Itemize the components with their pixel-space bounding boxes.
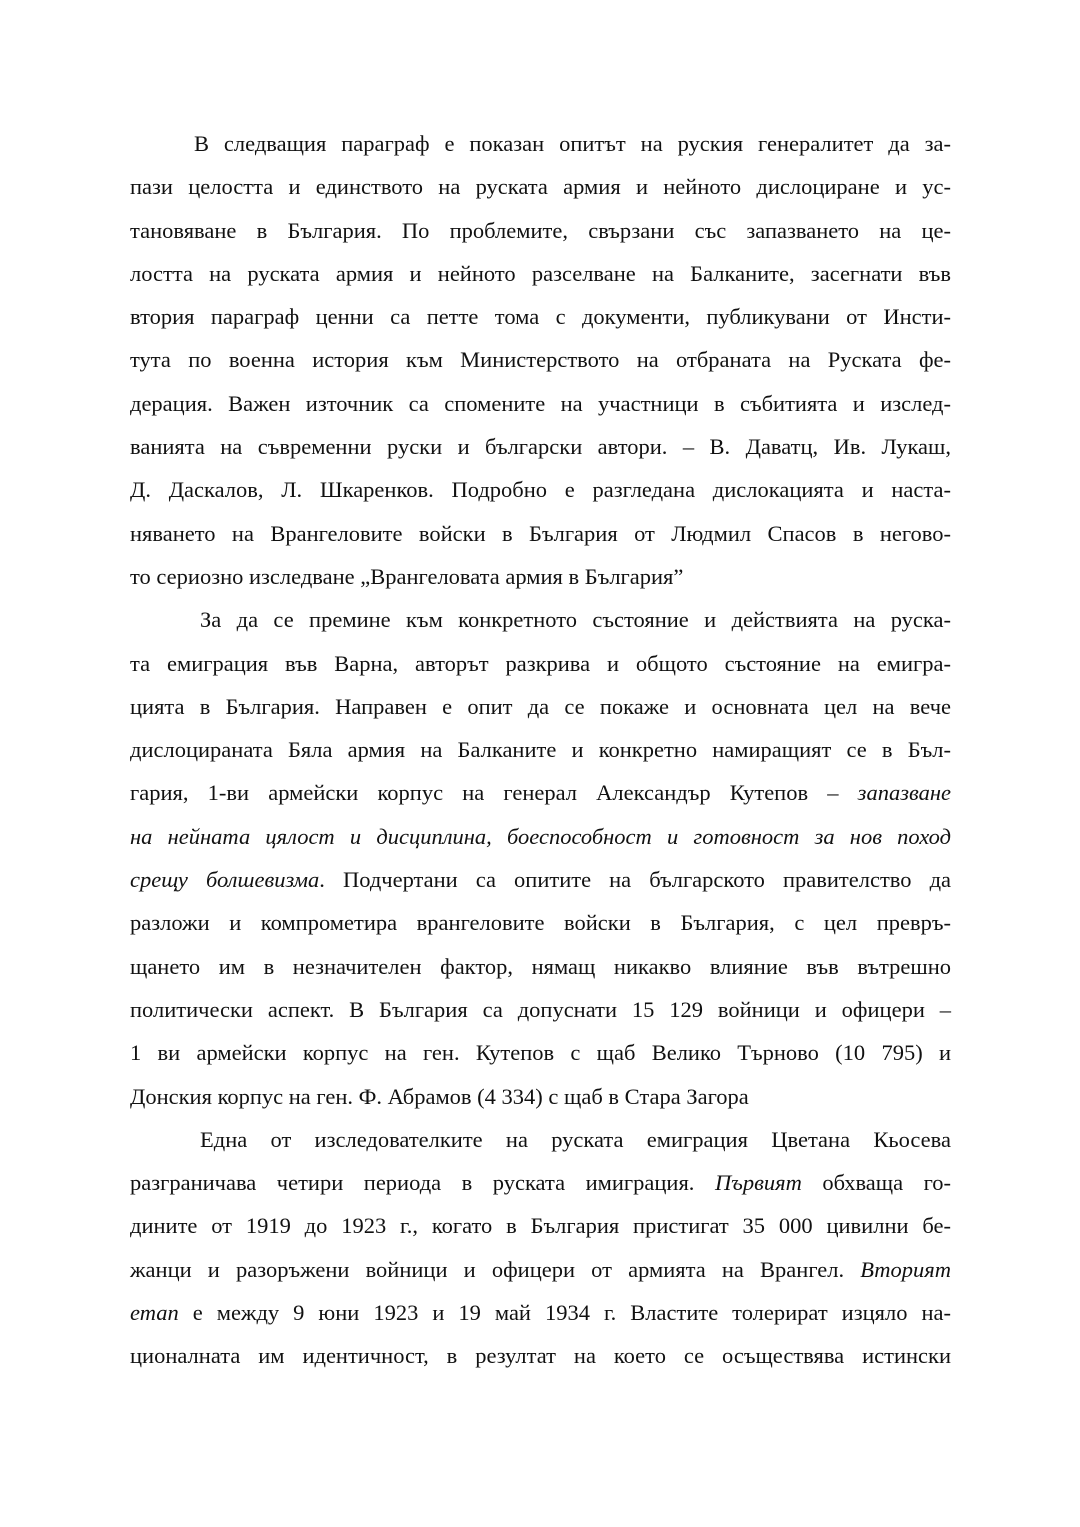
- paragraph-2-line-10: политически аспект. В България са допуснати 15 129 войници и офицери –: [130, 996, 951, 1022]
- paragraph-1-line-8: ванията на съвременни руски и български автори. – В. Даватц, Ив. Лукаш,: [130, 434, 951, 460]
- paragraph-3-italic-1: Първият: [714, 1170, 802, 1196]
- paragraph-3-line-1: Една от изследователките на руската емиграция Цветана Кьосева: [200, 1126, 951, 1152]
- paragraph-3-line-4: [130, 1248, 951, 1291]
- paragraph-2-line-1: За да се премине към конкретното състояние и действията на руска-: [200, 607, 951, 633]
- paragraph-3-line-5: [130, 1291, 951, 1334]
- paragraph-3-line-3: дините от 1919 до 1923 г., когато в България пристигат 35 000 цивилни бе-: [130, 1213, 951, 1239]
- paragraph-1-line-5: втория параграф ценни са петте тома с документи, публикувани от Инсти-: [130, 304, 951, 330]
- paragraph-3-line-6: ционалната им идентичност, в резултат на което се осъществява истински: [130, 1343, 951, 1369]
- paragraph-1-line-11: то сериозно изследване „Врангеловата армия в България”: [130, 563, 684, 589]
- paragraph-2-italic-1: запазване: [857, 780, 951, 806]
- paragraph-3-line-2-text: разграничава четири периода в руската имиграция.: [130, 1170, 715, 1196]
- paragraph-3-line-2: [130, 1161, 951, 1204]
- paragraph-2-line-4: дислоцираната Бяла армия на Балканите и конкретно намиращият се в Бъл-: [130, 737, 951, 763]
- paragraph-1-line-1: В следващия параграф е показан опитът на руския генералитет да за-: [194, 131, 951, 156]
- paragraph-1-line-4: лостта на руската армия и нейното разселване на Балканите, засегнати във: [130, 260, 951, 286]
- paragraph-3-line-2-tail: обхваща го-: [801, 1170, 951, 1196]
- paragraph-2-line-3: цията в България. Направен е опит да се покаже и основната цел на вече: [130, 693, 951, 719]
- paragraph-2-italic-2: на нейната цялост и дисциплина, боеспособност и готовност за нов поход: [130, 823, 951, 849]
- paragraph-1-line-10: няването на Врангеловите войски в България от Людмил Спасов в негово-: [130, 520, 951, 546]
- paragraph-2-line-7-text: . Подчертани са опитите на българското правителство да: [319, 867, 952, 893]
- paragraph-1-line-7: дерация. Важен източник са спомените на участници в събитията и изслед-: [130, 390, 951, 416]
- paragraph-2-line-2: та емиграция във Варна, авторът разкрива и общото състояние на емигра-: [130, 650, 951, 676]
- paragraph-3-line-4-text: жанци и разоръжени войници и офицери от армията на Врангел.: [130, 1256, 861, 1282]
- paragraph-2-italic-3: срещу болшевизма: [130, 867, 320, 893]
- paragraph-3-italic-3: етап: [130, 1300, 179, 1326]
- paragraph-2-line-12: Донския корпус на ген. Ф. Абрамов (4 334) с щаб в Стара Загора: [130, 1083, 749, 1109]
- paragraph-2-line-5: [130, 771, 951, 814]
- paragraph-2-line-11: 1 ви армейски корпус на ген. Кутепов с щаб Велико Търново (10 795) и: [130, 1040, 951, 1066]
- body-text: [130, 122, 951, 1378]
- paragraph-2-line-8: разложи и компрометира врангеловите войски в България, с цел превръ-: [130, 910, 951, 936]
- paragraph-3-line-5-text: е между 9 юни 1923 и 19 май 1934 г. Властите толерират изцяло на-: [178, 1300, 951, 1326]
- paragraph-3-italic-2: Вторият: [860, 1256, 951, 1282]
- paragraph-1-line-2: пази целостта и единството на руската армия и нейното дислоциране и ус-: [130, 174, 951, 200]
- paragraph-1-line-3: тановяване в България. По проблемите, свързани със запазването на це-: [130, 217, 951, 243]
- paragraph-2-line-5-text: гария, 1-ви армейски корпус на генерал Александър Кутепов –: [130, 780, 858, 806]
- paragraph-2-line-7: [130, 858, 951, 901]
- paragraph-2-line-9: щането им в незначителен фактор, нямащ никакво влияние във вътрешно: [130, 953, 951, 979]
- paragraph-1-line-9: Д. Даскалов, Л. Шкаренков. Подробно е разгледана дислокацията и наста-: [130, 477, 951, 503]
- paragraph-1-line-6: тута по военна история към Министерството на отбраната на Руската фе-: [130, 347, 951, 373]
- paragraph-2-line-6: [130, 815, 951, 858]
